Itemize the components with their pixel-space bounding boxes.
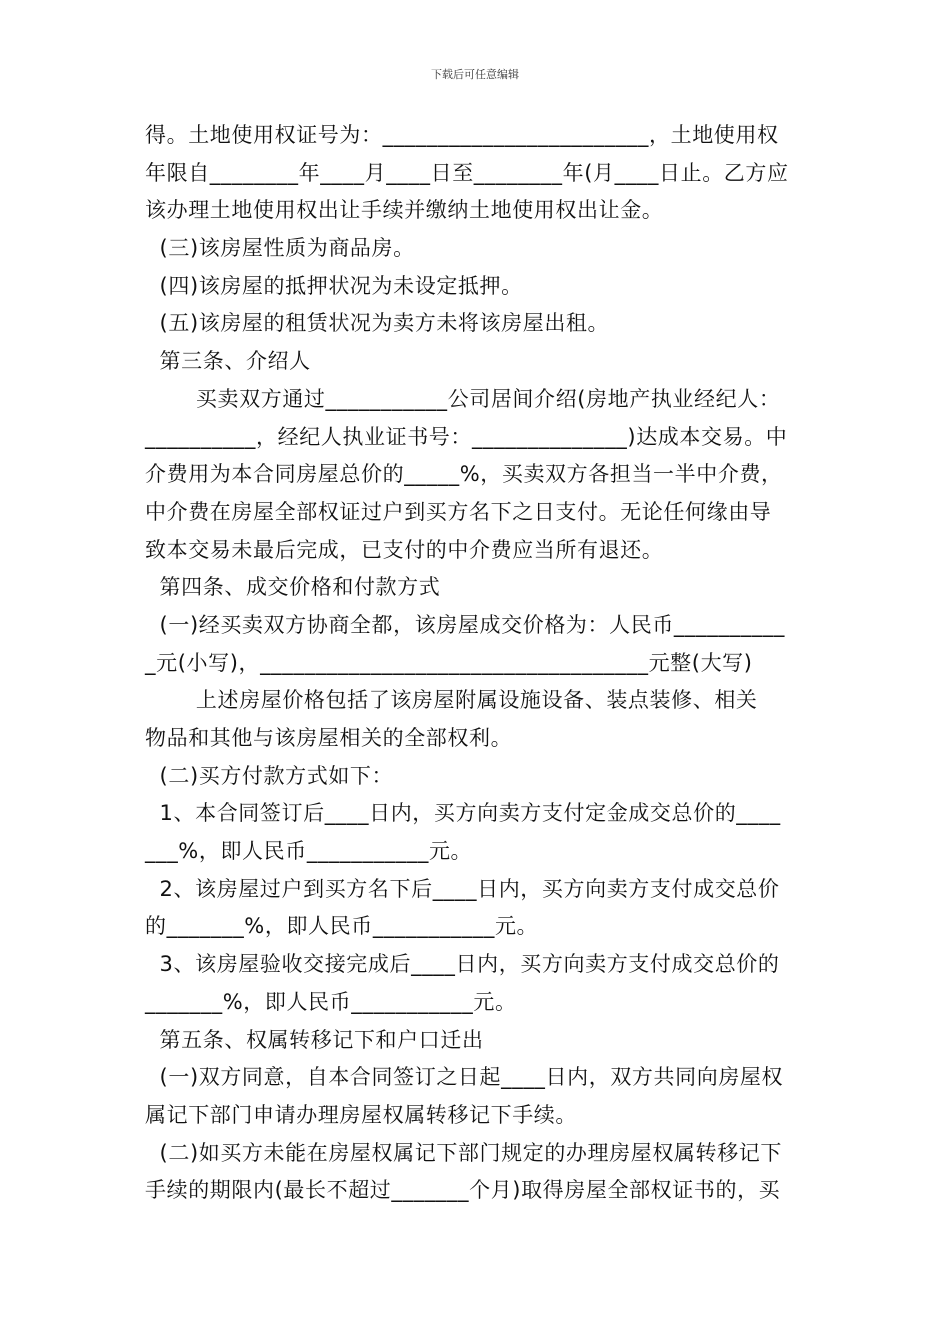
- text-line: 1、本合同签订后____日内，买方向卖方支付定金成交总价的____: [145, 801, 781, 826]
- text-line: 上述房屋价格包括了该房屋附属设施设备、装点装修、相关: [145, 688, 758, 713]
- text-line: (四)该房屋的抵押状况为未设定抵押。: [145, 273, 523, 298]
- text-line: 买卖双方通过___________公司居间介绍(房地产执业经纪人：: [145, 386, 781, 411]
- contract-body: [145, 117, 815, 1210]
- text-line: 得。土地使用权证号为：________________________，土地使用权: [145, 123, 779, 147]
- text-line: 2、该房屋过户到买方名下后____日内，买方向卖方支付成交总价: [145, 876, 780, 901]
- text-line: __________，经纪人执业证书号：______________)达成本交易。中: [145, 424, 788, 449]
- text-line: 致本交易未最后完成，已支付的中介费应当所有退还。: [145, 537, 664, 562]
- text-line: (五)该房屋的租赁状况为卖方未将该房屋出租。: [145, 311, 610, 336]
- text-line: 的_______%，即人民币___________元。: [145, 914, 539, 939]
- section-heading: 第五条、权属转移记下和户口迁出: [145, 1027, 484, 1052]
- text-line: _______%，即人民币___________元。: [145, 989, 517, 1014]
- page-header: 下载后可任意编辑: [431, 68, 519, 81]
- text-line: 物品和其他与该房屋相关的全部权利。: [145, 726, 513, 750]
- text-line: 属记下部门申请办理房屋权属转移记下手续。: [145, 1102, 577, 1127]
- text-line: 年限自________年____月____日至________年(月____日止。乙方应: [145, 160, 789, 185]
- text-line: _元(小写)，___________________________________元整(大写): [145, 650, 753, 675]
- text-line: 中介费在房屋全部权证过户到买方名下之日支付。无论任何缘由导: [145, 499, 772, 524]
- text-line: (一)双方同意，自本合同签订之日起____日内，双方共同向房屋权: [145, 1065, 784, 1090]
- text-line: (二)如买方未能在房屋权属记下部门规定的办理房屋权属转移记下: [145, 1140, 782, 1165]
- section-heading: 第三条、介绍人: [145, 349, 311, 374]
- text-line: (三)该房屋性质为商品房。: [145, 236, 415, 261]
- text-line: 介费用为本合同房屋总价的_____%，买卖双方各担当一半中介费，: [145, 462, 783, 487]
- text-line: (二)买方付款方式如下：: [145, 763, 394, 788]
- text-line: (一)经买卖双方协商全都，该房屋成交价格为：人民币__________: [145, 612, 785, 637]
- text-line: 该办理土地使用权出让手续并缴纳土地使用权出让金。: [145, 198, 664, 223]
- text-line: 3、该房屋验收交接完成后____日内，买方向卖方支付成交总价的: [145, 952, 780, 977]
- section-heading: 第四条、成交价格和付款方式: [145, 575, 441, 600]
- text-line: ___%，即人民币___________元。: [145, 839, 473, 864]
- text-line: 手续的期限内(最长不超过_______个月)取得房屋全部权证书的，买: [145, 1178, 781, 1203]
